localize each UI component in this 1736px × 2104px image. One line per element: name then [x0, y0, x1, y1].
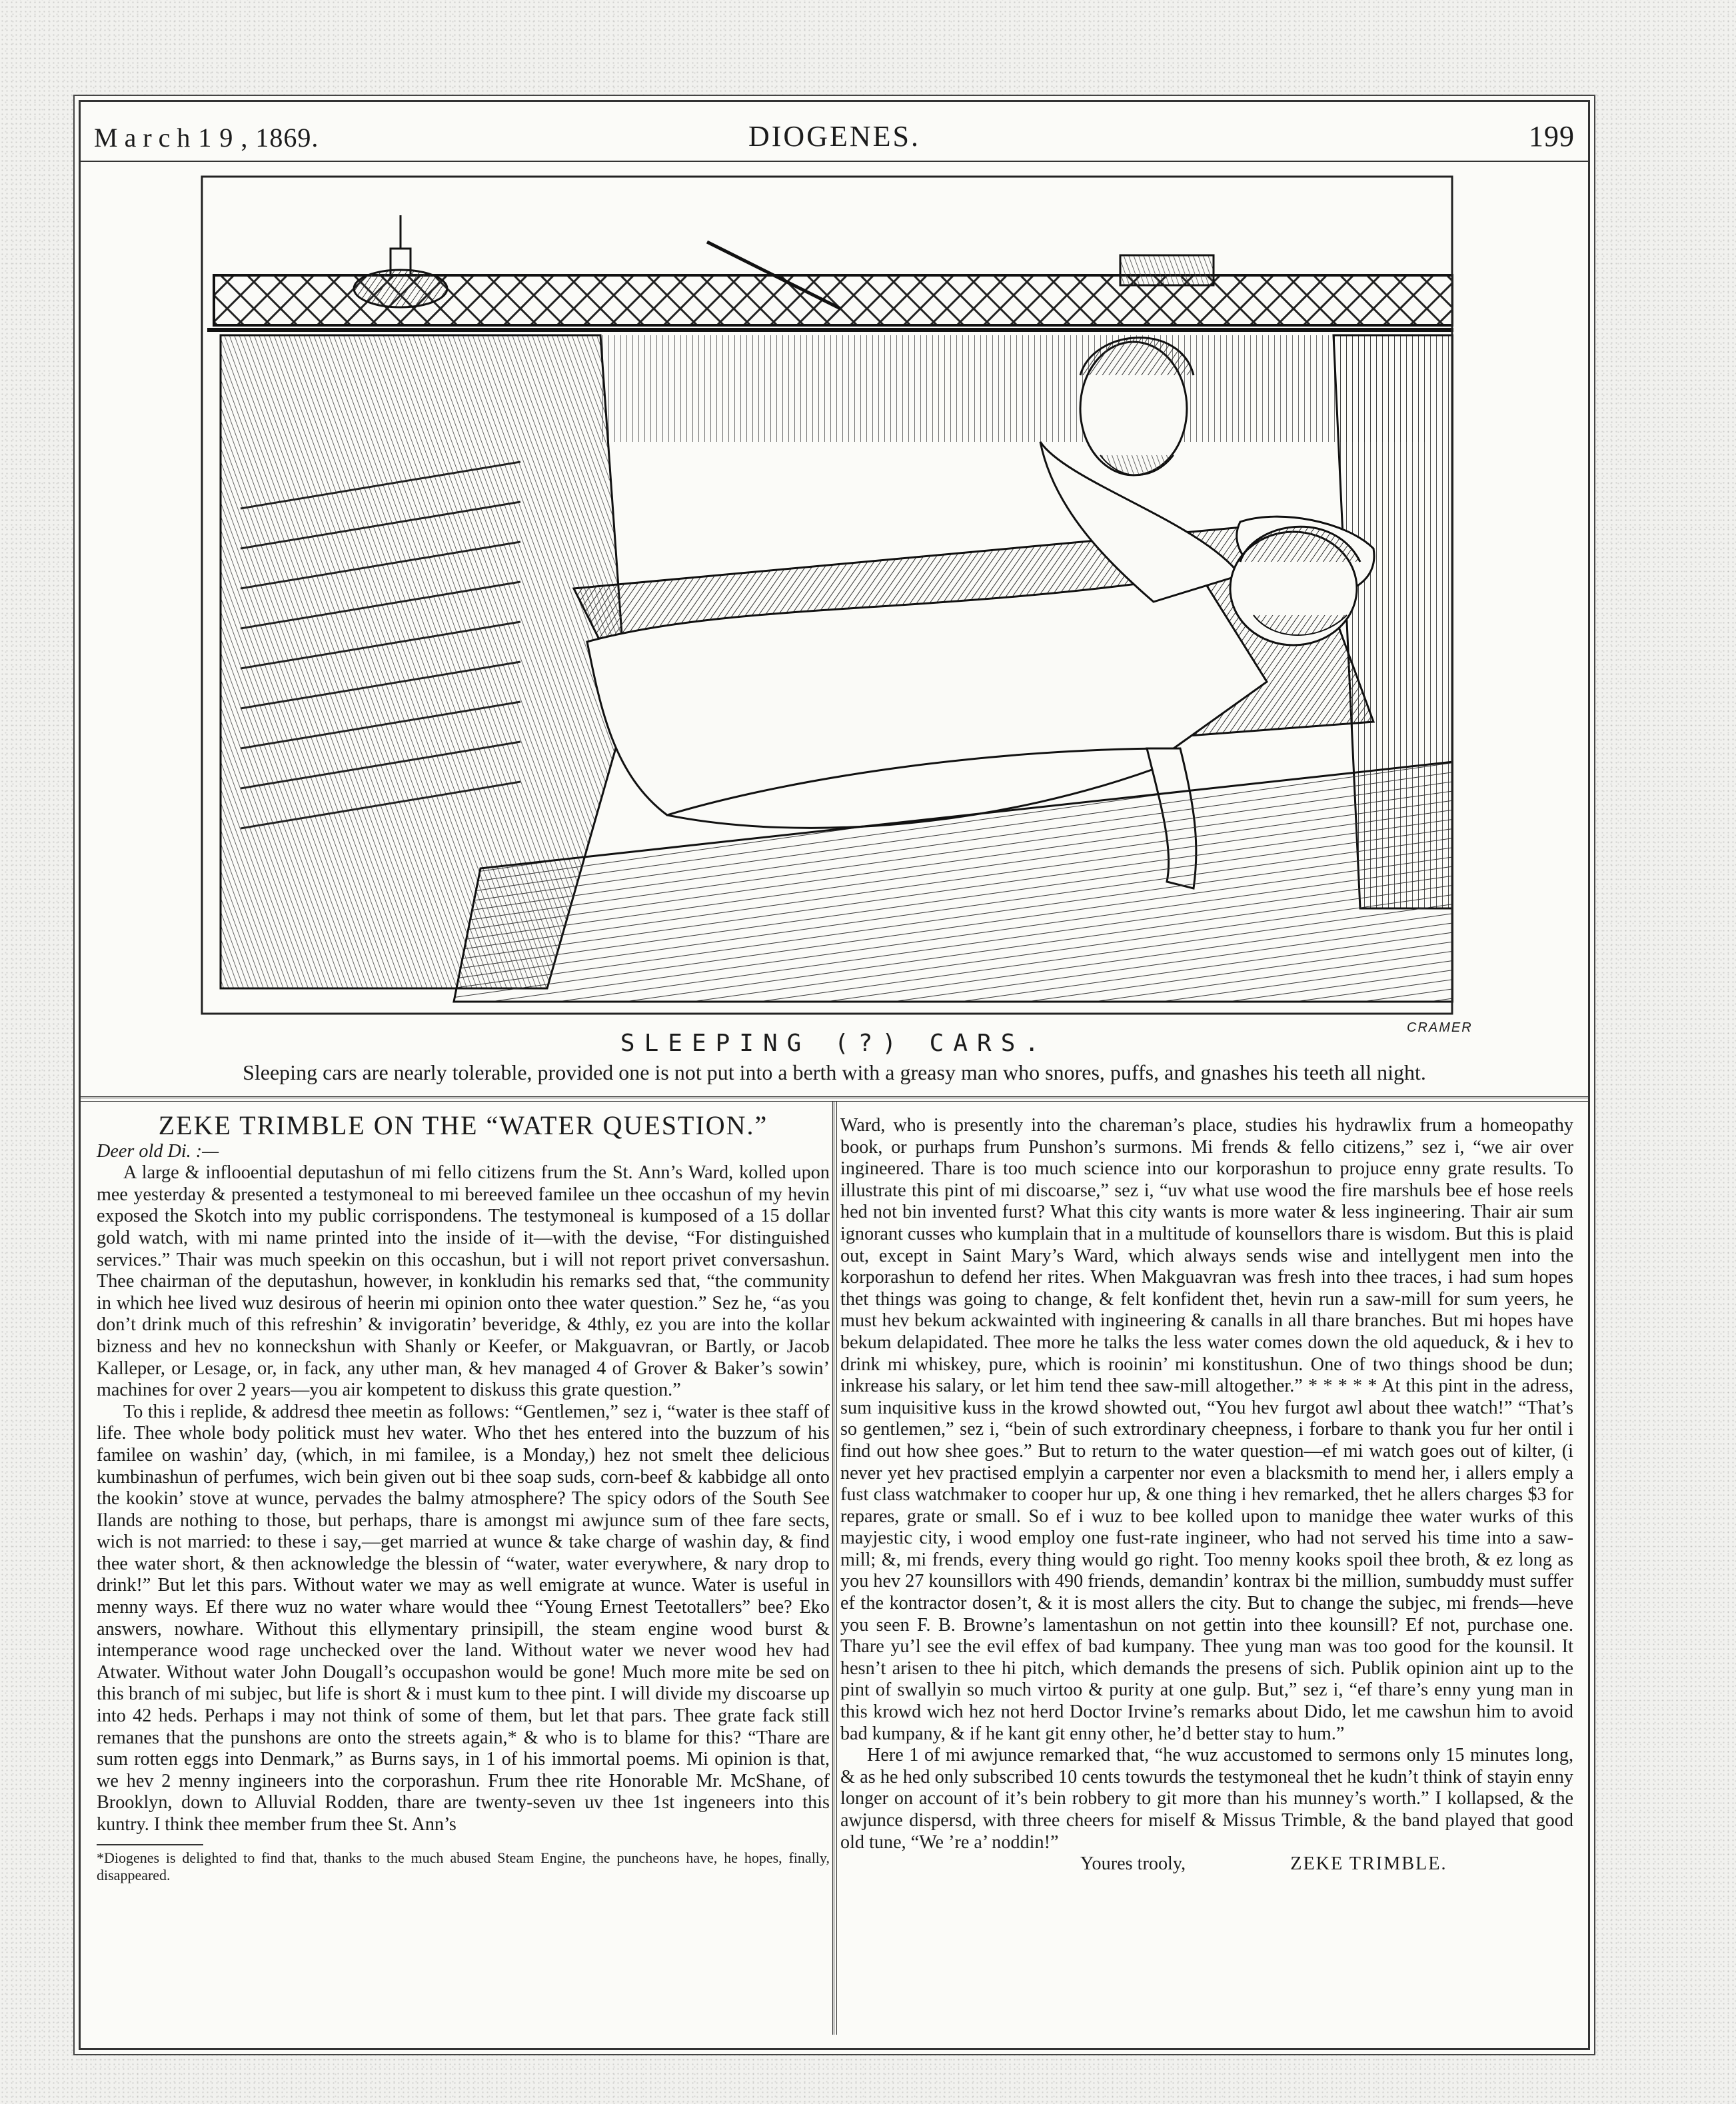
- article-paragraph: Here 1 of mi awjunce remarked that, “he wuz accustomed to sermons only 15 minutes long, & as he hed only subscribed 10 cents towurds the testymoneal thet he kudn’t think of stayin enny longer on account of it’s bein robbery to git more than his munney’s worth.” I kollapsed, & the awjunce dispersd, with three cheers for miself & Missus Trimble, & the band played that good old tune, “We ’re a’ noddin!”: [840, 1745, 1573, 1853]
- issue-date: M a r c h 1 9 , 1869.: [94, 123, 319, 153]
- oil-lamp: [354, 215, 447, 307]
- satchel: [1120, 255, 1214, 285]
- column-divider: [832, 1102, 837, 2035]
- artist-signature: CRAMER: [1407, 1020, 1473, 1035]
- closing-line: [840, 1853, 1573, 1875]
- header-rule: [81, 161, 1588, 162]
- right-column: [840, 1115, 1573, 1875]
- salutation: Deer old Di. :—: [97, 1140, 219, 1162]
- article-paragraph: To this i replide, & addresd thee meetin as follows: “Gentlemen,” sez i, “water is thee staff of life. Thee whole body politick must hev water. Who thet hes entered into the buzzum of his familee on washin’ day, (which, in mi familee, is a Monday,) hez not smelt thee delicious kumbinashun of perfumes, wich bein given out bi thee soap suds, corn-beef & kabbidge all onto the kookin’ stove at wunce, pervades the balmy atmosphere? The spicy odors of the South See Ilands are nothing to those, but perhaps, thare is amongst mi awjunce sum of thee fare sects, wich is not married: to these i say,—get married at wunce & take charge of washin day, & find thee water short, & then acknowledge the blessin of “water, water everywhere, & nary drop to drink!” But let this pars. Without water we may as well emigrate at wunce. Water is useful in menny ways. Ef there wuz no water whare would thee “Young Ernest Teetotallers” bee? Eko answers, nowhare. Without this ellymentary prinsipill, the steam engine wood burst & intemperance wood rage unchecked over the land. Without water we never wood hev had Atwater. Without water John Dougall’s occupashon would be gone! Much more mite be sed on this branch of mi subjec, but life is short & i must kum to thee pint. I will divide my discoarse up into 42 heds. Perhaps i may not think of some of them, but let that pars. Thee grate fack still remanes that the punshons are onto the streets again,* & who is to blame for this? “Thare are sum rotten eggs into Denmark,” as Burns says, in 1 of his immortal poems. Mi opinion is that, we hev 2 menny ingineers into the corporashun. Frum thee rite Honorable Mr. McShane, of Brooklyn, down to Alluvial Rodden, thare are twenty-seven uv thee 1st ingeneers into this kuntry. I think thee member frum thee St. Ann’s: [97, 1401, 830, 1835]
- newspaper-page: [79, 100, 1590, 2050]
- running-head: [94, 117, 1575, 157]
- caption-rule: [81, 1096, 1588, 1102]
- cartoon-caption: Sleeping cars are nearly tolerable, provided one is not put into a berth with a greasy man who snores, puffs, and gnashes his teeth all night.: [243, 1060, 1426, 1084]
- periodical-title: DIOGENES.: [748, 120, 920, 153]
- valediction: Youres trooly,: [1080, 1853, 1186, 1875]
- page-number: 199: [1529, 120, 1575, 153]
- article-paragraph: A large & inflooential deputashun of mi fello citizens frum the St. Ann’s Ward, kolled upon mee yesterday & presented a testymoneal to mi bereeved familee un thee occashun of my hevin exposed the Skotch into my public corrispondens. The testymoneal is kumposed of a 15 dollar gold watch, with mi name printed into the inside of it—with the devise, “For distinguished services.” Thair was much speekin on this occashun, but i will not report privet conversashun. Thee chairman of the deputashun, however, in konkludin his remarks sed that, “the community in which hee lived wuz desirous of heerin mi opinion onto thee water question.” Sez he, “as you don’t drink much of this refreshin’ & invigoratin’ beveridge, & 4thly, ez you are into the kollar bizness and hev no konneckshun with Shanly or Keefer, or Makguavran, or Bartly, or Jacob Kalleper, or Lesage, or, in fack, any uther man, & hev managed 4 of Grover & Baker’s sowin’ machines for over 2 years—you air kompetent to diskuss this grate question.”: [97, 1162, 830, 1401]
- cartoon-title: SLEEPING (?) CARS.: [620, 1030, 1049, 1057]
- engraving-svg: [201, 175, 1453, 1015]
- footnote-rule: [97, 1844, 203, 1845]
- sleeping-car-engraving: [201, 175, 1453, 1015]
- article-title: ZEKE TRIMBLE ON THE “WATER QUESTION.”: [158, 1110, 768, 1140]
- car-floor: [454, 762, 1453, 1002]
- footnote: *Diogenes is delighted to find that, thanks to the much abused Steam Engine, the puncheons have, he hopes, finally, disappeared.: [97, 1849, 830, 1883]
- author-signature: ZEKE TRIMBLE.: [1290, 1853, 1447, 1875]
- article-paragraph: Ward, who is presently into the chareman’s place, studies his hydrawlix frum a homeopathy book, or purhaps frum Punshon’s surmons. Mi frends & fello citizens,” sez i, “we air over ingineered. Thare is too much science into our korporashun to projuce enny grate results. To illustrate this pint of mi discoarse,” sez i, “uv what use wood the fire marshuls bee ef hose reels hed not bin invented furst? What this city wants is more water & less ingineering. Thair air sum ignorant cusses who kumplain that in a multitude of kounsellors thare is wisdom. But this is plaid out, except in Saint Mary’s Ward, which always sends wise and intellygent men into the korporashun to defend her rites. When Makguavran was fresh into thee traces, i had sum hopes thet things was going to change, & felt konfident thet, hevin run a saw-mill for sum yeers, he must hev bekum ackwainted with ingineering & canalls in all thare branches. But mi hopes have bekum delapidated. Thee more he talks the less water comes down the old aqueduck, & i hev to drink mi whiskey, pure, which is rooinin’ mi konstitushun. One of two things shood be dun; inkrease his salary, or let him tend thee saw-mill altogether.” * * * * * At this pint in the adress, sum inquisitive kuss in the krowd showted out, “You hev furgot awl about thee watch!” “That’s so gentlemen,” sez i, “bein of such extrordinary cheepness, i forbare to thank you fur her ontil i find out how shee goes.” But to return to the water question—ef mi watch goes out of kilter, (i never yet hev practised emplyin a carpenter nor even a blacksmith to mend her, i allers emply a fust class watchmaker to cooper hur up, & one thing i hev remarked, thet he allers charges $3 for repares, grate or small. So ef i wuz to bee kolled upon to manidge thee water wurks of this mayjestic city, i wood employ one fust-rate ingineer, who had not served his time into a saw-mill; &, mi frends, every thing would go right. Too menny kooks spoil thee broth, & ez long as you hev 27 kounsillors with 490 friends, demandin’ kontrax bi the million, sumbuddy must suffer ef the kontractor dosen’t, & it is most allers the city. But to change the subjec, mi frends—heve you seen F. B. Browne’s lamentashun on not gettin into thee kounsill? Ef not, purchase one. Thare yu’l see the evil effex of bad kumpany. Thee yung man was too good for the kounsil. It hesn’t arisen to thee hi pitch, which demands the presens of sich. Publik opinion aint up to the pint of swallyin so much virtoo & purity at one gulp. But,” sez i, “ef thare’s enny yung man in this krowd wich hez not herd Doctor Irvine’s remarks about Dido, let me cawshun him to avoid bad kumpany, & if he kant git enny other, he’d better stay to hum.”: [840, 1115, 1573, 1744]
- left-column: [97, 1110, 830, 1884]
